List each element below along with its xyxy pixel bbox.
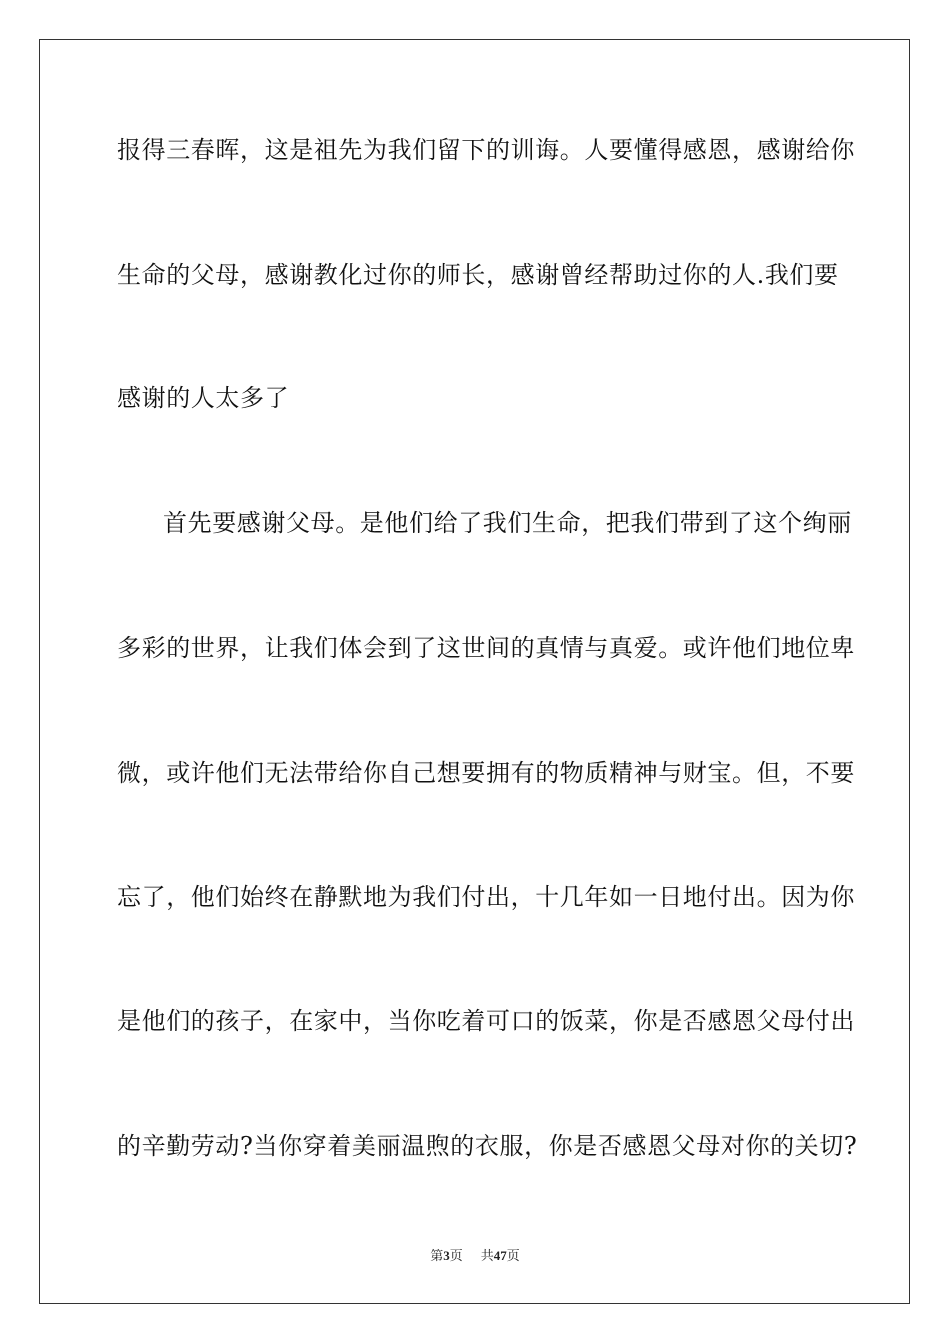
total-pages: 47 <box>493 1248 507 1263</box>
page-border <box>39 39 910 1304</box>
body-text-line: 忘了，他们始终在静默地为我们付出，十几年如一日地付出。因为你 <box>117 883 855 911</box>
paragraph-first-line: 首先要感谢父母。是他们给了我们生命，把我们带到了这个绚丽 <box>163 509 852 537</box>
total-prefix: 共 <box>480 1248 494 1263</box>
body-text-line: 报得三春晖，这是祖先为我们留下的训诲。人要懂得感恩，感谢给你 <box>117 136 855 164</box>
body-text-line: 生命的父母，感谢教化过你的师长，感谢曾经帮助过你的人.我们要 <box>117 261 839 289</box>
page-number: 3 <box>443 1248 450 1263</box>
page-prefix: 第 <box>430 1248 444 1263</box>
total-suffix: 页 <box>506 1248 520 1263</box>
page-suffix: 页 <box>449 1248 463 1263</box>
body-text-line: 多彩的世界，让我们体会到了这世间的真情与真爱。或许他们地位卑 <box>117 634 855 662</box>
body-text-line: 是他们的孩子，在家中，当你吃着可口的饭菜，你是否感恩父母付出 <box>117 1007 855 1035</box>
page-footer <box>0 1248 950 1264</box>
body-text-line: 微，或许他们无法带给你自己想要拥有的物质精神与财宝。但，不要 <box>117 759 855 787</box>
body-text-line: 感谢的人太多了 <box>117 384 290 412</box>
body-text-line: 的辛勤劳动?当你穿着美丽温煦的衣服，你是否感恩父母对你的关切? <box>117 1132 858 1160</box>
